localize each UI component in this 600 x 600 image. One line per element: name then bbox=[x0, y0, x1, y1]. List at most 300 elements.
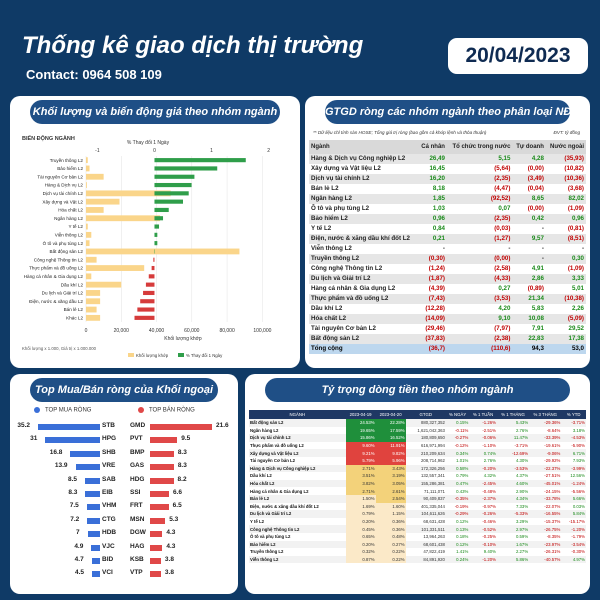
industry-name: Du lịch và Giải trí L2 bbox=[249, 510, 346, 518]
table-row bbox=[249, 465, 586, 473]
buy-legend bbox=[34, 407, 91, 414]
category-label: Thực phẩm và đồ uống L2 bbox=[29, 265, 83, 271]
sell-ticker: DGW bbox=[130, 529, 146, 537]
buy-bar bbox=[76, 464, 100, 470]
industry-name: Hàng cá nhân & Gia dụng L2 bbox=[311, 285, 396, 292]
net-value: (37,83) bbox=[418, 334, 447, 344]
column-header: 2023-04-19 bbox=[346, 410, 376, 419]
cell-value: 0.36% bbox=[376, 518, 406, 526]
net-value: (14,09) bbox=[418, 314, 447, 324]
cell-value: 0.79% bbox=[346, 510, 376, 518]
cell-value: -3.99% bbox=[561, 465, 586, 473]
net-value: (1,09) bbox=[567, 205, 584, 212]
buy-value: 7.5 bbox=[69, 502, 79, 510]
total-row bbox=[309, 344, 586, 354]
net-value: (0,00) bbox=[447, 254, 512, 264]
column-header: Tự doanh bbox=[512, 140, 545, 154]
industry-name: Tài nguyên Cơ bản L2 bbox=[250, 458, 296, 464]
net-value: - bbox=[512, 254, 545, 264]
buy-bar bbox=[92, 571, 100, 577]
cell-value: -0.25% bbox=[482, 534, 496, 540]
sell-legend-label: TOP BÁN RÒNG bbox=[149, 407, 195, 414]
table-row bbox=[249, 533, 586, 541]
cell-value: -3.71% bbox=[514, 443, 529, 449]
change-bar bbox=[154, 224, 159, 228]
industry-name: Bảo hiểm L2 bbox=[249, 541, 346, 549]
buy-legend-label: TOP MUA RÒNG bbox=[45, 407, 92, 414]
total-value: 53,0 bbox=[546, 344, 586, 354]
volume-tick-label: 0 bbox=[84, 328, 88, 334]
buy-value: 7.2 bbox=[70, 515, 80, 523]
net-value: (8,51) bbox=[546, 234, 586, 244]
table-row bbox=[309, 314, 586, 324]
net-value: 8,65 bbox=[512, 194, 545, 204]
net-value: 22,83 bbox=[512, 334, 545, 344]
flow-row bbox=[10, 449, 238, 460]
net-value: (2,35) bbox=[447, 214, 512, 224]
industry-name: Y tế L2 bbox=[250, 519, 265, 525]
industry-name: Ngân hàng L2 bbox=[309, 194, 418, 204]
cell-value: -27.51% bbox=[544, 473, 561, 479]
sell-bar bbox=[150, 437, 177, 443]
cell-value: 5.96% bbox=[376, 457, 406, 465]
category-label: Điện, nước & xăng dầu L2 bbox=[29, 298, 83, 304]
category-label: Ô tô và phụ tùng L2 bbox=[42, 240, 83, 246]
cell-value: -33.39% bbox=[529, 434, 561, 442]
net-value: 5,01 bbox=[571, 285, 584, 292]
industry-name: Ô tô và phụ tùng L2 bbox=[250, 534, 291, 540]
cell-value: 3.43% bbox=[376, 465, 406, 473]
buy-bar bbox=[87, 518, 100, 524]
net-value: (3,68) bbox=[567, 185, 584, 192]
cell-value: 0.13% bbox=[446, 525, 469, 533]
column-header: Nước ngoài bbox=[546, 140, 586, 154]
cell-value: -29.92% bbox=[544, 458, 561, 464]
sell-ticker: VTP bbox=[130, 569, 143, 577]
net-value: (0,81) bbox=[567, 225, 584, 232]
change-tick-label: 1 bbox=[210, 148, 213, 154]
flow-row bbox=[10, 502, 238, 513]
cell-value: 11.91% bbox=[376, 442, 406, 450]
buy-bar bbox=[38, 424, 100, 430]
cell-value: 2.54% bbox=[376, 495, 406, 503]
net-value: 10,08 bbox=[512, 314, 545, 324]
change-bar bbox=[154, 166, 217, 170]
buy-value: 35.2 bbox=[17, 422, 30, 429]
cell-value: 4.30% bbox=[515, 458, 529, 464]
table-row bbox=[249, 449, 586, 457]
buy-dot-icon bbox=[34, 407, 40, 413]
cell-value: -8.35% bbox=[546, 534, 561, 540]
cell-value: -0.27% bbox=[446, 434, 469, 442]
volume-bar bbox=[86, 307, 97, 313]
cell-value: 0.03% bbox=[572, 503, 585, 509]
flow-row bbox=[10, 543, 238, 554]
cell-value: 210,209,634 bbox=[406, 449, 446, 457]
sell-ticker: FRT bbox=[130, 502, 143, 510]
cell-value: 0.32% bbox=[346, 548, 376, 556]
change-bar bbox=[140, 299, 154, 303]
volume-bar bbox=[86, 290, 100, 296]
volume-bar bbox=[86, 257, 97, 263]
net-value: (29,46) bbox=[425, 325, 445, 332]
table-row bbox=[249, 510, 586, 518]
category-label: Ngân hàng L2 bbox=[54, 215, 83, 221]
change-bar bbox=[154, 200, 183, 204]
industry-name: Thực phẩm và đồ uống L2 bbox=[309, 294, 418, 304]
sell-value: 9.5 bbox=[181, 435, 191, 443]
cell-value: 22.28% bbox=[376, 419, 406, 427]
flow-row bbox=[10, 462, 238, 473]
cell-value: 0.15% bbox=[446, 419, 469, 427]
sell-bar bbox=[150, 491, 169, 497]
table-row bbox=[309, 194, 586, 204]
net-value: (10,36) bbox=[546, 174, 586, 184]
cell-value: 68,601,438 bbox=[406, 541, 446, 549]
industry-name: Xây dựng và Vật liệu L2 bbox=[249, 449, 346, 457]
cell-value: 0.20% bbox=[346, 518, 376, 526]
sell-ticker: HAG bbox=[130, 542, 145, 550]
net-trading-panel bbox=[305, 96, 590, 368]
cell-value: 2.76% bbox=[515, 427, 529, 433]
cell-value: 2.90% bbox=[515, 488, 529, 494]
table-row bbox=[309, 154, 586, 164]
buy-value: 7 bbox=[76, 529, 80, 537]
table-row bbox=[309, 164, 586, 174]
cell-value: -1.79% bbox=[571, 534, 585, 540]
volume-bar bbox=[86, 199, 120, 205]
cell-value: 0.59% bbox=[515, 534, 529, 540]
buy-bar bbox=[70, 451, 100, 457]
industry-name: Viễn thông L2 bbox=[311, 245, 352, 252]
cell-value: 1.15% bbox=[376, 510, 406, 518]
volume-tick-label: 100,000 bbox=[253, 328, 272, 334]
sell-ticker: BMP bbox=[130, 448, 145, 456]
cell-value: 0.48% bbox=[376, 533, 406, 541]
cell-value: 5.86% bbox=[497, 556, 529, 564]
cell-value: -26.75% bbox=[529, 525, 561, 533]
cell-value: -0.46% bbox=[482, 519, 496, 525]
cell-value: -29.36% bbox=[529, 419, 561, 427]
sell-ticker: KSB bbox=[130, 556, 144, 563]
net-value: (1,27) bbox=[447, 234, 512, 244]
column-header: GTGD bbox=[406, 410, 446, 419]
net-value: (2,58) bbox=[494, 265, 511, 272]
cell-value: 401,335,044 bbox=[420, 503, 445, 509]
cell-value: 24.53% bbox=[346, 419, 376, 427]
buy-ticker: HPG bbox=[102, 435, 117, 443]
cell-value: 1,621,042,363 bbox=[417, 427, 445, 433]
cell-value: 2.27% bbox=[515, 549, 529, 555]
net-value: 16,45 bbox=[429, 165, 445, 172]
cell-value: -2.37% bbox=[469, 495, 497, 503]
industry-name: Hàng & Dịch vụ Công nghiệp L2 bbox=[309, 154, 418, 164]
sell-ticker: GAS bbox=[130, 462, 145, 470]
sell-bar bbox=[150, 558, 161, 564]
cell-value: 19.65% bbox=[346, 427, 376, 435]
cell-value: -5.33% bbox=[497, 510, 529, 518]
contact-info: Contact: 0964 508 109 bbox=[26, 67, 162, 82]
cell-value: 0.22% bbox=[376, 548, 406, 556]
cell-value: -2.45% bbox=[469, 480, 497, 488]
volume-bar bbox=[86, 298, 100, 304]
net-value: 2,86 bbox=[512, 274, 545, 284]
table-row bbox=[249, 419, 586, 427]
net-value: 1,85 bbox=[418, 194, 447, 204]
cell-value: 3.05% bbox=[376, 480, 406, 488]
table-header bbox=[309, 140, 586, 154]
sell-ticker: MSN bbox=[130, 515, 145, 523]
sell-value: 8.3 bbox=[177, 448, 187, 456]
cell-value: 0.47% bbox=[446, 480, 469, 488]
buy-bar bbox=[87, 504, 100, 510]
net-value: (3,49) bbox=[512, 174, 545, 184]
cell-value: 1.67% bbox=[497, 541, 529, 549]
panel-title: Top Mua/Bán ròng của Khối ngoại bbox=[30, 378, 218, 402]
buy-ticker: HDB bbox=[102, 529, 117, 537]
category-label: Dầu khí L2 bbox=[60, 282, 83, 288]
buy-ticker: BID bbox=[102, 556, 114, 563]
cell-value: 15.86% bbox=[346, 434, 376, 442]
cell-value: 0.12% bbox=[456, 519, 469, 525]
sell-dot-icon bbox=[138, 407, 144, 413]
buy-ticker: SAB bbox=[102, 475, 116, 483]
cell-value: -40.57% bbox=[529, 556, 561, 564]
table-row bbox=[249, 525, 586, 533]
panel-title: Khối lượng và biến động giá theo nhóm ngành bbox=[30, 100, 280, 124]
volume-bar bbox=[86, 157, 88, 163]
cell-value: -3.54% bbox=[561, 541, 586, 549]
sell-bar bbox=[150, 531, 162, 537]
sell-bar bbox=[150, 504, 169, 510]
buy-bar bbox=[92, 558, 100, 564]
cell-value: -5.56% bbox=[571, 488, 585, 494]
flow-row bbox=[10, 516, 238, 527]
cell-value: -45.01% bbox=[529, 480, 561, 488]
cell-value: -0.26% bbox=[469, 510, 497, 518]
sell-ticker: PVT bbox=[130, 435, 143, 443]
net-value: (0,03) bbox=[494, 225, 511, 232]
table-row bbox=[249, 541, 586, 549]
net-value: 4,91 bbox=[531, 265, 544, 272]
bottom-axis-label: Khối lượng khớp bbox=[164, 336, 202, 342]
net-value: (0,30) bbox=[418, 254, 447, 264]
cell-value: -0.11% bbox=[455, 427, 469, 433]
volume-bar bbox=[86, 224, 88, 230]
net-value: 4,20 bbox=[498, 305, 511, 312]
category-label: Bán lẻ L2 bbox=[63, 307, 83, 313]
legend-change-label: % Thay đổi 1 Ngày bbox=[186, 353, 223, 358]
cell-value: 0.43% bbox=[456, 488, 469, 494]
volume-bar bbox=[86, 232, 91, 238]
change-bar bbox=[154, 233, 157, 237]
cell-value: 7.33% bbox=[515, 503, 529, 509]
change-bar bbox=[149, 274, 155, 278]
page-title: Thống kê giao dịch thị trường bbox=[22, 32, 364, 59]
cell-value: 2.76% bbox=[483, 458, 496, 464]
flow-row bbox=[10, 435, 238, 446]
net-value: 5,15 bbox=[447, 154, 512, 164]
buy-ticker: VHM bbox=[102, 502, 117, 510]
sell-bar bbox=[150, 571, 161, 577]
volume-tick-label: 20,000 bbox=[113, 328, 129, 334]
net-value: 9,10 bbox=[447, 314, 512, 324]
cell-value: 4.32% bbox=[483, 473, 496, 479]
industry-name: Bán lẻ L2 bbox=[311, 185, 339, 192]
industry-name: Hóa chất L2 bbox=[309, 314, 418, 324]
table-row bbox=[309, 224, 586, 234]
industry-name: Du lịch và Giải trí L2 bbox=[309, 274, 418, 284]
net-value: 21,34 bbox=[512, 294, 545, 304]
cell-value: -0.12% bbox=[454, 443, 469, 449]
net-value: 5,83 bbox=[531, 305, 544, 312]
cell-value: -26.31% bbox=[544, 549, 561, 555]
table-row bbox=[249, 472, 586, 480]
change-bar bbox=[154, 191, 188, 195]
category-label: Bảo hiểm L2 bbox=[57, 166, 83, 172]
top-axis-label: % Thay đổi 1 Ngày bbox=[126, 140, 170, 146]
cell-value: 616,971,994 bbox=[420, 443, 445, 449]
cell-value: 0.34% bbox=[446, 449, 469, 457]
net-trading-table bbox=[309, 140, 586, 354]
cell-value: -33.78% bbox=[529, 495, 561, 503]
buy-value: 16.8 bbox=[49, 448, 63, 456]
cell-value: 9.60% bbox=[346, 442, 376, 450]
change-bar bbox=[146, 283, 155, 287]
volume-bar bbox=[86, 182, 87, 188]
column-header: Tổ chức trong nước bbox=[447, 140, 512, 154]
net-value: 29,52 bbox=[568, 325, 584, 332]
cell-value: 0.87% bbox=[346, 556, 376, 564]
cell-value: 1.01% bbox=[456, 458, 469, 464]
buy-value: 13.9 bbox=[54, 462, 68, 470]
cell-value: 5.79% bbox=[346, 457, 376, 465]
cell-value: 11.47% bbox=[497, 434, 529, 442]
net-value: (0,04) bbox=[527, 185, 544, 192]
net-value: 17,38 bbox=[546, 334, 586, 344]
table-row bbox=[249, 503, 586, 511]
cell-value: -15.37% bbox=[544, 519, 561, 525]
flow-row bbox=[10, 422, 238, 433]
sell-value: 4.3 bbox=[166, 542, 176, 550]
industry-name: Dầu khí L2 bbox=[311, 305, 343, 312]
industry-volume-chart bbox=[18, 126, 293, 362]
net-value: (92,52) bbox=[447, 194, 512, 204]
table-row bbox=[309, 294, 586, 304]
volume-bar bbox=[86, 315, 100, 321]
column-header: 2023-04-20 bbox=[376, 410, 406, 419]
industry-name: Thực phẩm và đồ uống L2 bbox=[250, 443, 304, 449]
industry-name: Hàng cá nhân & Gia dụng L2 bbox=[250, 488, 309, 494]
cell-value: -19.61% bbox=[544, 443, 561, 449]
cell-value: -22.07% bbox=[544, 503, 561, 509]
volume-tick-label: 60,000 bbox=[184, 328, 200, 334]
table-row bbox=[309, 174, 586, 184]
buy-ticker: VCI bbox=[102, 569, 113, 577]
net-value: (2,35) bbox=[447, 174, 512, 184]
cell-value: 47,822,419 bbox=[423, 549, 445, 555]
cell-value: 880,327,352 bbox=[406, 419, 446, 427]
industry-volume-panel bbox=[10, 96, 300, 368]
industry-name: Công nghệ Thông tin L2 bbox=[249, 525, 346, 533]
cell-value: 0.65% bbox=[346, 533, 376, 541]
net-value: 0,96 bbox=[546, 214, 586, 224]
volume-tick-label: 80,000 bbox=[219, 328, 235, 334]
net-value: (0,00) bbox=[527, 165, 544, 172]
table-note: ** Dữ liệu chỉ tính sàn HOSE; Tổng giá trị ròng (bao gồm cả khớp lệnh và thỏa thuận) bbox=[313, 130, 487, 135]
cell-value: 180,809,650 bbox=[406, 434, 446, 442]
flow-row bbox=[10, 489, 238, 500]
cell-value: -0.06% bbox=[469, 434, 497, 442]
legend-change-swatch bbox=[178, 353, 184, 357]
sell-ticker: GMD bbox=[130, 422, 146, 429]
sell-value: 8.2 bbox=[177, 475, 187, 483]
industry-name: Hóa chất L2 bbox=[249, 480, 346, 488]
volume-bar bbox=[86, 207, 104, 213]
net-value: 9,57 bbox=[512, 234, 545, 244]
cell-value: 0.36% bbox=[376, 525, 406, 533]
sell-legend bbox=[138, 407, 195, 414]
cell-value: 0.45% bbox=[346, 525, 376, 533]
category-label: Du lịch và Giải trí L2 bbox=[41, 290, 83, 296]
industry-name: Điện, nước & xăng dầu khí đốt L2 bbox=[309, 234, 418, 244]
total-value: (110,6) bbox=[447, 344, 512, 354]
net-value: (4,47) bbox=[494, 185, 511, 192]
industry-name: Công nghệ Thông tin L2 bbox=[311, 265, 383, 272]
cell-value: -1.20% bbox=[469, 556, 497, 564]
net-value: 82,02 bbox=[546, 194, 586, 204]
cell-value: 2.97% bbox=[497, 525, 529, 533]
volume-bar bbox=[86, 174, 104, 180]
industry-name: Dịch vụ tài chính L2 bbox=[309, 174, 418, 184]
category-label: Truyền thông L2 bbox=[49, 157, 83, 163]
buy-value: 4.9 bbox=[74, 542, 84, 550]
date-badge: 20/04/2023 bbox=[448, 38, 588, 74]
sell-bar bbox=[150, 451, 174, 457]
net-value: 0,42 bbox=[512, 214, 545, 224]
buy-bar bbox=[85, 491, 100, 497]
net-value: (0,00) bbox=[527, 205, 544, 212]
cell-value: 0.58% bbox=[446, 465, 469, 473]
cell-value: 1.69% bbox=[346, 503, 376, 511]
total-value: 94,3 bbox=[512, 344, 545, 354]
net-value: 7,91 bbox=[531, 325, 544, 332]
cell-value: 17.59% bbox=[376, 427, 406, 435]
net-value: 0,30 bbox=[546, 254, 586, 264]
sell-value: 6.6 bbox=[172, 489, 182, 496]
cell-value: 68,631,428 bbox=[423, 519, 445, 525]
sell-ticker: SSI bbox=[130, 489, 141, 496]
cell-value: -9.06% bbox=[529, 449, 561, 457]
net-value: 0,96 bbox=[418, 214, 447, 224]
buy-ticker: VRE bbox=[102, 462, 116, 470]
net-value: (10,82) bbox=[564, 165, 584, 172]
flow-row bbox=[10, 529, 238, 540]
cell-value: 132,557,341 bbox=[420, 473, 445, 479]
table-row bbox=[249, 495, 586, 503]
sell-value: 4.3 bbox=[166, 529, 176, 537]
cell-value: 0.24% bbox=[446, 556, 469, 564]
cell-value: 90,409,837 bbox=[406, 495, 446, 503]
column-header: % NGÀY bbox=[446, 410, 469, 419]
industry-name: Bất động sản L2 bbox=[309, 334, 418, 344]
cell-value: -15.17% bbox=[568, 519, 585, 525]
table-row bbox=[249, 434, 586, 442]
chart-subtitle: BIẾN ĐỘNG NGÀNH bbox=[22, 136, 75, 142]
cell-value: 3.29% bbox=[515, 519, 529, 525]
change-bar bbox=[153, 258, 154, 262]
cell-value: -0.30% bbox=[571, 549, 585, 555]
